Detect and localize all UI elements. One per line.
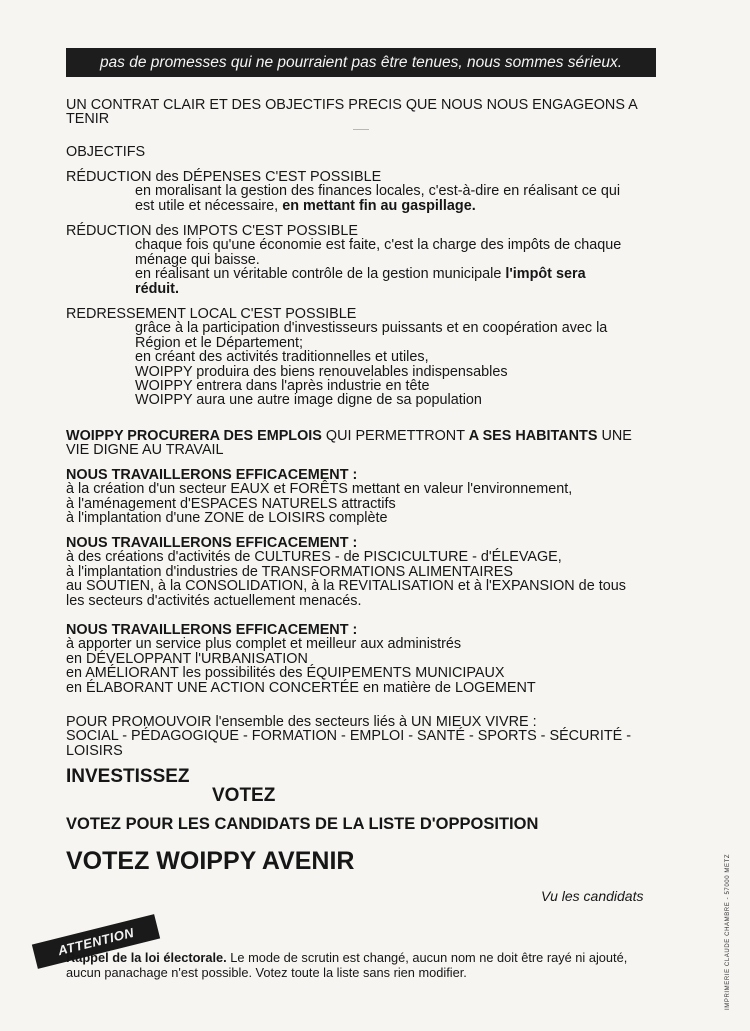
section-heading: REDRESSEMENT LOCAL C'EST POSSIBLE bbox=[66, 306, 357, 322]
section-reduction-depenses: RÉDUCTION des DÉPENSES C'EST POSSIBLE en moralisant la gestion des finances locales, c'est-à-dire en réalisant ce qui est utile et nécessaire, en mettant fin au gaspillage. bbox=[66, 169, 621, 214]
block-heading: NOUS TRAVAILLERONS EFFICACEMENT : bbox=[66, 467, 358, 483]
attention-stamp: ATTENTION bbox=[33, 915, 159, 967]
section-heading: RÉDUCTION des DÉPENSES C'EST POSSIBLE bbox=[66, 169, 382, 185]
objectifs-heading: OBJECTIFS bbox=[66, 144, 146, 160]
block-heading: NOUS TRAVAILLERONS EFFICACEMENT : bbox=[66, 535, 358, 551]
section-redressement: REDRESSEMENT LOCAL C'EST POSSIBLE grâce à la participation d'investisseurs puissants et en coopération avec la Région et le Département; en créant des activités traditionnelles et utiles, WOIPPY produira des biens renouvelables indispensables WOIPPY entrera dans l'après industrie en tête WOIPPY aura une autre image digne de sa population bbox=[66, 306, 608, 409]
votez-liste-heading: VOTEZ POUR LES CANDIDATS DE LA LISTE D'OPPOSITION bbox=[66, 815, 539, 833]
votez-woippy-avenir: VOTEZ WOIPPY AVENIR bbox=[66, 847, 355, 875]
votez-heading: VOTEZ bbox=[212, 785, 276, 806]
investissez-heading: INVESTISSEZ bbox=[66, 766, 190, 787]
section-heading: RÉDUCTION des IMPOTS C'EST POSSIBLE bbox=[66, 223, 358, 239]
promouvoir-text: POUR PROMOUVOIR l'ensemble des secteurs liés à UN MIEUX VIVRE : SOCIAL - PÉDAGOGIQUE - FORMATION - EMPLOI - SANTÉ - SPORTS - SÉCURITÉ - LOISIRS bbox=[66, 714, 632, 759]
rappel-loi-electorale: Rappel de la loi électorale. Le mode de scrutin est changé, aucun nom ne doit être rayé ni ajouté, aucun panachage n'est possible. Votez toute la liste sans rien modifier. bbox=[66, 950, 628, 980]
slogan-banner: pas de promesses qui ne pourraient pas être tenues, nous sommes sérieux. bbox=[66, 48, 656, 77]
imprimerie-credit: IMPRIMERIE CLAUDE CHAMBRE - 57000 METZ bbox=[725, 853, 731, 1010]
section-reduction-impots: RÉDUCTION des IMPOTS C'EST POSSIBLE chaque fois qu'une économie est faite, c'est la charge des impôts de chaque ménage qui baisse. en réalisant un véritable contrôle de la gestion municipale l'impôt sera réduit. bbox=[66, 223, 622, 297]
emplois-statement: WOIPPY PROCURERA DES EMPLOIS QUI PERMETTRONT A SES HABITANTS UNE VIE DIGNE AU TRAVAIL bbox=[66, 428, 632, 459]
travaillerons-block-1: NOUS TRAVAILLERONS EFFICACEMENT : à la création d'un secteur EAUX et FORÊTS mettant en valeur l'environnement, à l'aménagement d'ESPACES NATURELS attractifs à l'implantation d'une ZONE de LOISIRS complète bbox=[66, 467, 573, 527]
divider bbox=[353, 129, 369, 130]
travaillerons-block-2: NOUS TRAVAILLERONS EFFICACEMENT : à des créations d'activités de CULTURES - de PISCICULTURE - d'ÉLEVAGE, à l'implantation d'industries de TRANSFORMATIONS ALIMENTAIRES au SOUTIEN, à la CONSOLIDATION, à la REVITALISATION et à l'EXPANSION de tous les secteurs d'activités actuellement menacés. bbox=[66, 535, 626, 609]
travaillerons-block-3: NOUS TRAVAILLERONS EFFICACEMENT : à apporter un service plus complet et meilleur aux administrés en DÉVELOPPANT l'URBANISATION en AMÉLIORANT les possibilités des ÉQUIPEMENTS MUNICIPAUX en ÉLABORANT UNE ACTION CONCERTÉE en matière de LOGEMENT bbox=[66, 622, 536, 696]
intro-text: UN CONTRAT CLAIR ET DES OBJECTIFS PRECIS QUE NOUS NOUS ENGAGEONS A TENIR bbox=[66, 97, 638, 128]
block-heading: NOUS TRAVAILLERONS EFFICACEMENT : bbox=[66, 622, 358, 638]
vu-les-candidats: Vu les candidats bbox=[541, 888, 644, 904]
